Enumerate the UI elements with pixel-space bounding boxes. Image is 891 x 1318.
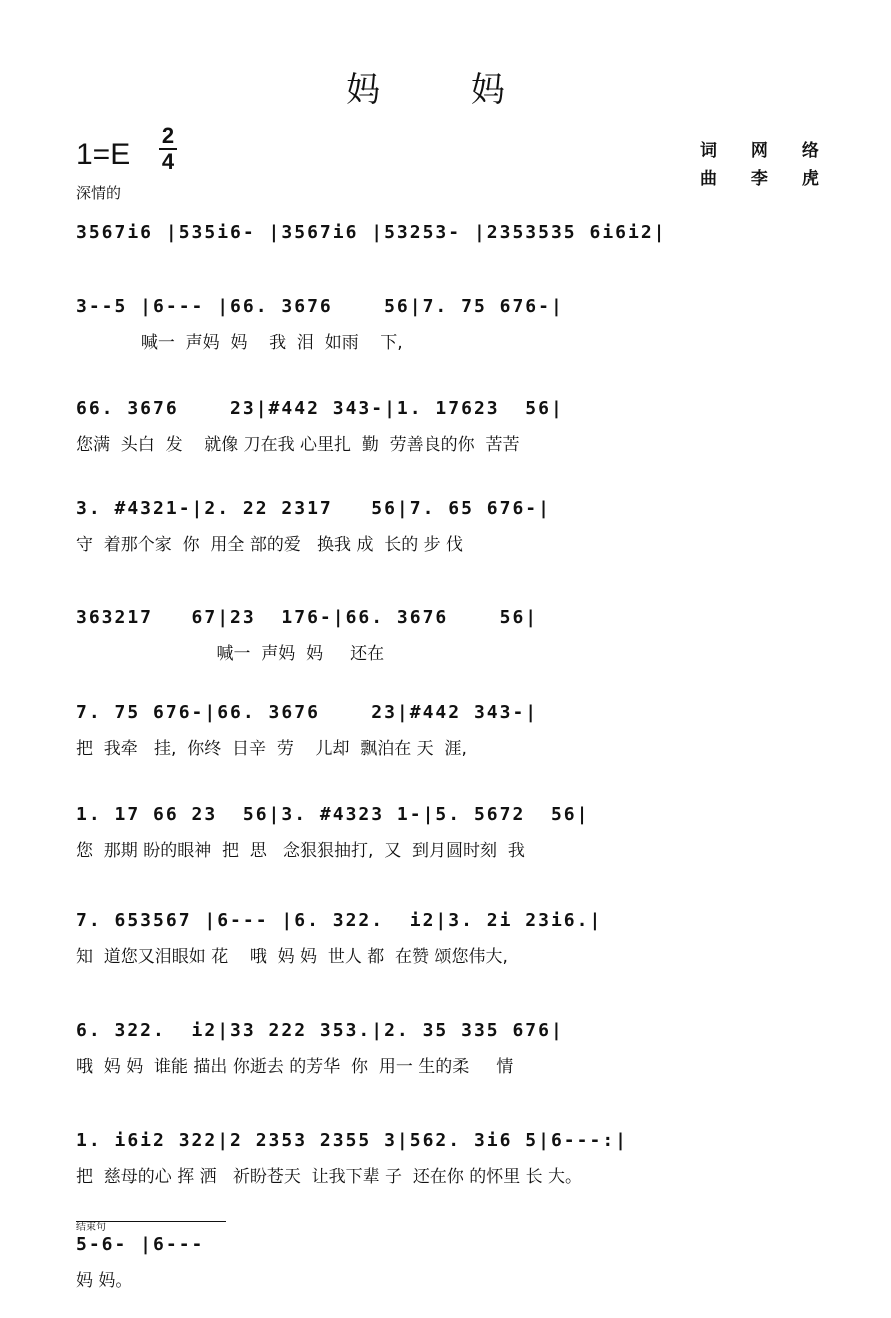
lyrics-line: 把 我牵 挂, 你终 日辛 劳 儿却 飘泊在 天 涯, xyxy=(76,739,467,759)
song-title: 妈 妈 xyxy=(346,70,545,110)
notation-line: 7. 653567 |6--- |6. 322. i2|3. 2i 23i6.| xyxy=(76,910,603,931)
key-signature: 1=E xyxy=(76,138,131,171)
lyrics-line: 您 那期 盼的眼神 把 思 念狠狠抽打, 又 到月圆时刻 我 xyxy=(76,841,525,861)
lyrics-line: 您满 头白 发 就像 刀在我 心里扎 勤 劳善良的你 苦苦 xyxy=(76,435,520,455)
notation-line: 3--5 |6--- |66. 3676 56|7. 75 676-| xyxy=(76,296,564,317)
meter-denominator: 4 xyxy=(161,149,175,174)
ending-label: 结束句 xyxy=(76,1222,106,1233)
meter-numerator: 2 xyxy=(161,123,175,148)
lyrics-line: 喊一 声妈 妈 我 泪 如雨 下, xyxy=(76,333,403,353)
notation-line: 7. 75 676-|66. 3676 23|#442 343-| xyxy=(76,702,539,723)
time-signature xyxy=(157,124,179,174)
notation-line: 6. 322. i2|33 222 353.|2. 35 335 676| xyxy=(76,1020,564,1041)
notation-line: 66. 3676 23|#442 343-|1. 17623 56| xyxy=(76,398,564,419)
notation-line: 1. 17 66 23 56|3. #4323 1-|5. 5672 56| xyxy=(76,804,590,825)
lyrics-line: 知 道您又泪眼如 花 哦 妈 妈 世人 都 在赞 颂您伟大, xyxy=(76,947,508,967)
lyrics-line: 把 慈母的心 挥 洒 祈盼苍天 让我下辈 子 还在你 的怀里 长 大。 xyxy=(76,1167,583,1187)
tempo-marking: 深情的 xyxy=(76,184,122,202)
notation-line: 3. #4321-|2. 22 2317 56|7. 65 676-| xyxy=(76,498,551,519)
ending-lyrics: 妈 妈。 xyxy=(76,1271,133,1291)
lyrics-line: 守 着那个家 你 用全 部的爱 换我 成 长的 步 伐 xyxy=(76,535,464,555)
composer-credit: 曲 李 虎 xyxy=(700,169,833,189)
lyrics-line: 喊一 声妈 妈 还在 xyxy=(76,644,385,664)
lyricist-credit: 词 网 络 xyxy=(700,141,833,161)
notation-line: 363217 67|23 176-|66. 3676 56| xyxy=(76,607,539,628)
notation-line: 3567i6 |535i6- |3567i6 |53253- |2353535 6i6i2| xyxy=(76,222,667,243)
notation-line: 1. i6i2 322|2 2353 2355 3|562. 3i6 5|6---:| xyxy=(76,1130,628,1151)
lyrics-line: 哦 妈 妈 谁能 描出 你逝去 的芳华 你 用一 生的柔 情 xyxy=(76,1057,514,1077)
ending-notation: 5-6- |6--- xyxy=(76,1234,205,1255)
